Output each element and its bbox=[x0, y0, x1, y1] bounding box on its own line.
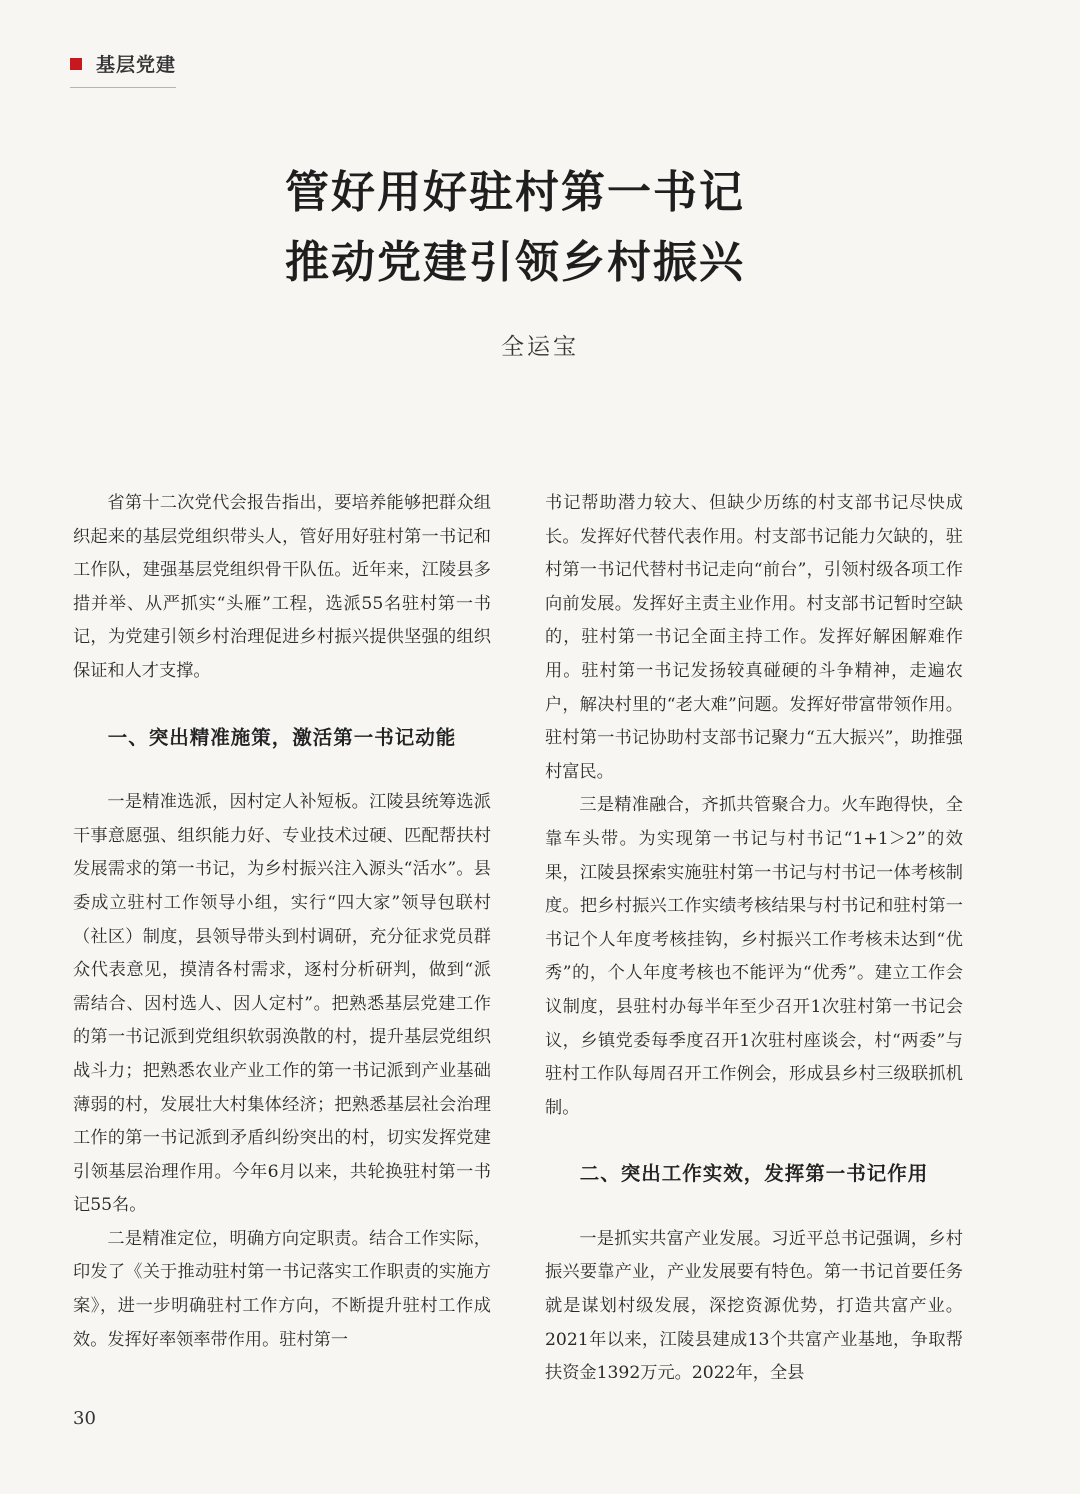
paragraph: 三是精准融合，齐抓共管聚合力。火车跑得快，全靠车头带。为实现第一书记与村书记“1+1＞2”的效果，江陵县探索实施驻村第一书记与村书记一体考核制度。把乡村振兴工作实绩考核结果与村书记和驻村第一书记个人年度考核挂钩，乡村振兴工作考核未达到“优秀”的，个人年度考核也不能评为“优秀”。建立工作会议制度，县驻村办每半年至少召开1次驻村第一书记会议，乡镇党委每季度召开1次驻村座谈会，村“两委”与驻村工作队每周召开工作例会，形成县乡村三级联抓机制。 bbox=[545, 795, 963, 1118]
section-label: 基层党建 bbox=[96, 54, 177, 76]
paragraph: 二是精准定位，明确方向定职责。结合工作实际，印发了《关于推动驻村第一书记落实工作职责的实施方案》，进一步明确驻村工作方向，不断提升驻村工作成效。发挥好率领率带作用。驻村第一 bbox=[73, 1228, 491, 1350]
title-line-2: 推动党建引领乡村振兴 bbox=[285, 237, 745, 288]
section-heading: 一、突出精准施策，激活第一书记动能 bbox=[107, 725, 457, 749]
paragraph: 一是精准选派，因村定人补短板。江陵县统筹选派干事意愿强、组织能力好、专业技术过硬、匹配帮扶村发展需求的第一书记，为乡村振兴注入源头“活水”。县委成立驻村工作领导小组，实行“四大家”领导包联村（社区）制度，县领导带头到村调研，充分征求党员群众代表意见，摸清各村需求，逐村分析研判，做到“派需结合、因村选人、因人定村”。把熟悉基层党建工作的第一书记派到党组织软弱涣散的村，提升基层党组织战斗力；把熟悉农业产业工作的第一书记派到产业基础薄弱的村，发展壮大村集体经济；把熟悉基层社会治理工作的第一书记派到矛盾纠纷突出的村，切实发挥党建引领基层治理作用。今年6月以来，共轮换驻村第一书记55名。 bbox=[73, 792, 491, 1216]
paragraph: 书记帮助潜力较大、但缺少历练的村支部书记尽快成长。发挥好代替代表作用。村支部书记能力欠缺的，驻村第一书记代替村书记走向“前台”，引领村级各项工作向前发展。发挥好主责主业作用。村支部书记暂时空缺的，驻村第一书记全面主持工作。发挥好解困解难作用。驻村第一书记发扬较真碰硬的斗争精神，走遍农户，解决村里的“老大难”问题。发挥好带富带领作用。驻村第一书记协助村支部书记聚力“五大振兴”，助推强村富民。 bbox=[545, 493, 963, 782]
article-title bbox=[0, 158, 1080, 298]
paragraph: 省第十二次党代会报告指出，要培养能够把群众组织起来的基层党组织带头人，管好用好驻村第一书记和工作队，建强基层党组织骨干队伍。近年来，江陵县多措并举、从严抓实“头雁”工程，选派55名驻村第一书记，为党建引领乡村治理促进乡村振兴提供坚强的组织保证和人才支撑。 bbox=[73, 493, 491, 681]
author-name: 全运宝 bbox=[501, 334, 579, 360]
left-column bbox=[73, 487, 491, 1357]
section-marker-square bbox=[70, 58, 82, 70]
paragraph: 一是抓实共富产业发展。习近平总书记强调，乡村振兴要靠产业，产业发展要有特色。第一书记首要任务就是谋划村级发展，深挖资源优势，打造共富产业。2021年以来，江陵县建成13个共富产业基地，争取帮扶资金1392万元。2022年，全县 bbox=[545, 1228, 963, 1384]
right-column bbox=[545, 487, 963, 1391]
section-tag bbox=[70, 50, 176, 88]
title-line-1: 管好用好驻村第一书记 bbox=[285, 167, 745, 218]
section-heading: 二、突出工作实效，发挥第一书记作用 bbox=[579, 1162, 929, 1186]
page-number: 30 bbox=[73, 1408, 96, 1429]
